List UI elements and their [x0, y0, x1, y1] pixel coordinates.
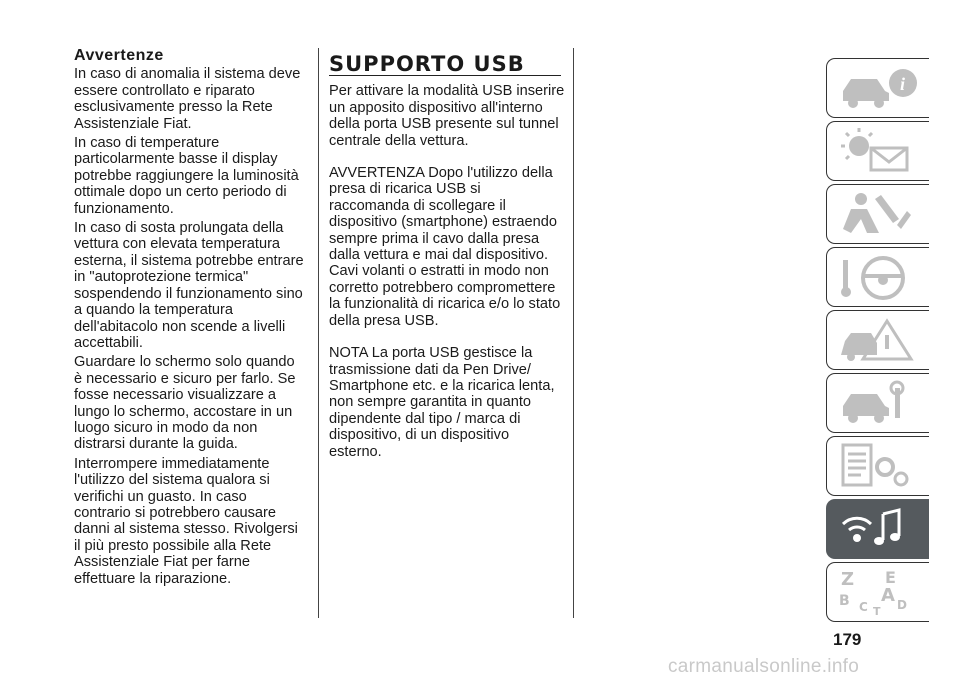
usb-heading: SUPPORTO USB [329, 52, 525, 76]
paragraph: Interrompere immediatamente l'utilizzo del sistema qualora si verifichi un guasto. In caso contrario si potrebbero causare danni al sistema stesso. Rivolgersi il più presto possibile alla Rete Assistenziale Fiat per farne effettuare la riparazione. [74, 455, 298, 587]
watermark: carmanualsonline.info [668, 656, 860, 677]
emergency-icon [837, 315, 921, 365]
paragraph: In caso di anomalia il sistema deve essere controllato e riparato esclusivamente presso la Rete Assistenziale Fiat. [74, 66, 301, 132]
warnings-section [74, 48, 306, 590]
tab-technical-data[interactable] [826, 436, 929, 496]
tab-steering[interactable] [826, 247, 929, 307]
technical-data-icon [837, 441, 921, 491]
car-maintenance-icon [837, 378, 921, 428]
tab-maintenance[interactable] [826, 373, 929, 433]
column-divider [318, 48, 319, 618]
paragraph: NOTA La porta USB gestisce la trasmissione dati da Pen Drive/ Smartphone etc. e la ricarica lenta, non sempre garantita in quanto dipendente dal tipo / marca di dispositivo, di un dispositivo esterno. [329, 345, 555, 460]
paragraph: Guardare lo schermo solo quando è necessario e sicuro per farlo. Se fosse necessario visualizzare a lungo lo schermo, accostare in un luogo sicuro in modo da non distrarsi durante la guida. [74, 354, 296, 453]
index-letter: C [859, 600, 868, 614]
column-divider [573, 48, 574, 618]
warning-lights-icon [837, 126, 921, 176]
multimedia-icon [837, 504, 921, 554]
index-icon [837, 567, 921, 617]
tab-safety[interactable] [826, 184, 929, 244]
index-letter: E [885, 568, 896, 587]
safety-airbag-icon [837, 189, 921, 239]
steering-wheel-icon [837, 252, 921, 302]
index-letter: D [897, 598, 907, 612]
index-letter: Z [841, 569, 855, 590]
paragraph: In caso di sosta prolungata della vettura con elevata temperatura esterna, il sistema potrebbe entrare in "autoprotezione termica" sospendendo il funzionamento sino a quando la temperatura dell'abitacolo non scende a livelli accettabili. [74, 220, 304, 351]
tab-car-info[interactable] [826, 58, 929, 118]
paragraph: In caso di temperature particolarmente basse il display potrebbe raggiungere la luminosità ottimale dopo un certo periodo di funzionamento. [74, 135, 299, 217]
index-letter: B [839, 593, 850, 609]
car-info-icon [837, 63, 921, 113]
usb-section [329, 48, 565, 476]
index-letter: A [881, 585, 895, 606]
warnings-heading: Avvertenze [74, 47, 164, 64]
paragraph: Per attivare la modalità USB inserire un apposito dispositivo all'interno della porta USB presente sul tunnel centrale della vettura. [329, 83, 565, 149]
index-letter: T [873, 605, 881, 617]
paragraph: AVVERTENZA Dopo l'utilizzo della presa di ricarica USB si raccomanda di scollegare il dispositivo (smartphone) estraendo sempre prima il cavo dalla presa dalla vettura e mai dal dispositivo. Cavi volanti o estratti in modo non corretto potrebbero compromettere la funzionalità di ricarica e/o lo stato della presa USB. [329, 165, 561, 329]
tab-warning-lights[interactable] [826, 121, 929, 181]
tab-index[interactable] [826, 562, 929, 622]
tab-multimedia[interactable] [826, 499, 929, 559]
page-number: 179 [833, 630, 862, 649]
tab-emergency[interactable] [826, 310, 929, 370]
svg-text:i: i [900, 74, 906, 94]
